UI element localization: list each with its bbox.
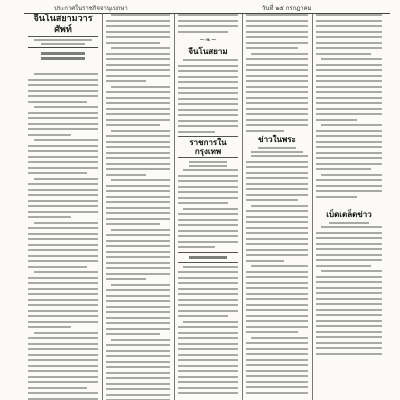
section-heading: ข่าวในพระ [258, 134, 296, 144]
column-divider [174, 14, 175, 400]
section-heading: จีนโนสยาม [188, 46, 228, 56]
column-divider [242, 14, 243, 400]
section-subheading-placeholder [316, 222, 382, 224]
ornament-divider: ~❧~ [199, 36, 217, 44]
section-heading: ราชการในกรุงเทพ [189, 137, 227, 156]
section-heading: เบ็ดเตล็ดข่าว [326, 209, 372, 219]
section-subheading-placeholder [246, 147, 308, 153]
column-4 [246, 14, 308, 400]
running-header-right: วันที่ ๒๕ กรกฎาคม [262, 5, 312, 12]
section-heading-box [178, 252, 238, 263]
masthead-date-line [28, 39, 98, 45]
masthead-title: จีนโนสยามวารศัพท์ [28, 14, 98, 37]
column-1-heading-placeholder [28, 52, 98, 70]
column-5 [316, 14, 382, 400]
section-subheading-placeholder [178, 161, 238, 167]
column-3 [178, 14, 238, 400]
column-2 [106, 14, 170, 400]
running-header [24, 3, 388, 13]
column-1 [28, 14, 98, 400]
column-divider [312, 14, 313, 400]
section-heading-box [178, 136, 238, 158]
running-header-left: ประกาศในราชกิจจานุเบกษา [54, 5, 128, 12]
column-divider [102, 14, 103, 400]
